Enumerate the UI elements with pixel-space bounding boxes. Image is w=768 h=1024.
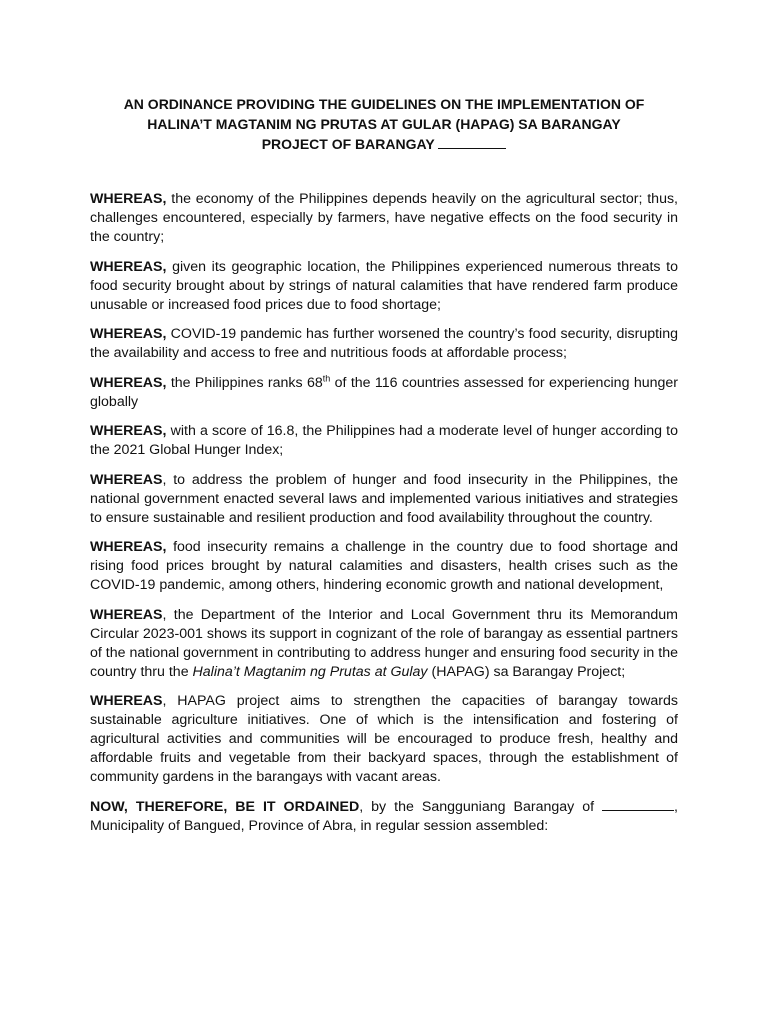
clause-text-cont: of the 116 countries assessed for experiencing hunger globally [90, 374, 679, 410]
clause-text: , by the Sangguniang Barangay of [359, 798, 603, 815]
whereas-keyword: WHEREAS [90, 471, 163, 488]
title-line-3 [90, 134, 678, 154]
clause-text: the Philippines ranks 68 [170, 374, 323, 391]
whereas-clause-8 [90, 606, 678, 682]
whereas-clause-5 [90, 422, 678, 460]
clause-text: , to address the problem of hunger and food insecurity in the Philippines, the national government enacted several laws and implemented various initiatives and strategies to ensure sustainable and resilient production and food availability throughout the country. [90, 471, 678, 526]
ordinance-title [90, 94, 678, 154]
whereas-keyword: WHEREAS, [90, 423, 167, 439]
whereas-keyword: WHEREAS, [90, 326, 167, 342]
whereas-keyword: WHEREAS [90, 693, 163, 709]
whereas-clause-6 [90, 471, 678, 528]
clause-text: with a score of 16.8, the Philippines had a moderate level of hunger according to the 2021 Global Hunger Index; [90, 423, 678, 458]
whereas-clause-7 [90, 538, 678, 595]
title-line-1: AN ORDINANCE PROVIDING THE GUIDELINES ON THE IMPLEMENTATION OF [123, 96, 645, 112]
ordinal-suffix: th [322, 372, 331, 383]
clause-text: COVID-19 pandemic has further worsened the country’s food security, disrupting the availability and access to free and nutritious foods at affordable process; [90, 326, 678, 361]
whereas-keyword: WHEREAS, [90, 191, 167, 207]
whereas-clause-9 [90, 692, 678, 787]
whereas-clause-1 [90, 190, 678, 247]
whereas-keyword: WHEREAS, [90, 374, 167, 391]
whereas-keyword: WHEREAS [90, 606, 163, 623]
barangay-blank [602, 798, 674, 811]
clause-text: given its geographic location, the Philippines experienced numerous threats to food security brought about by strings of natural calamities that have rendered farm produce unusable or increased food prices due to food shortage; [90, 258, 678, 313]
clause-text: , HAPAG project aims to strengthen the capacities of barangay towards sustainable agriculture initiatives. One of which is the intensification and fostering of agricultural activities and communities will be encouraged to produce fresh, healthy and affordable fruits and vegetable from their backyard spaces, through the establishment of community gardens in the barangays with vacant areas. [90, 693, 678, 785]
whereas-keyword: WHEREAS, [90, 539, 167, 555]
whereas-clause-3 [90, 325, 678, 363]
clause-text: , the Department of the Interior and Local Government thru its Memorandum Circular 2023-001 shows its support in cognizant of the role of barangay as essential partners of the national government in contributing to address hunger and ensuring food security in the country thru the [90, 606, 678, 680]
ordained-keyword: NOW, THEREFORE, BE IT ORDAINED [90, 798, 360, 815]
title-line-3-text: PROJECT OF BARANGAY [261, 136, 435, 152]
whereas-clause-4 [90, 374, 678, 412]
clause-text: the economy of the Philippines depends heavily on the agricultural sector; thus, challenges encountered, especially by farmers, have negative effects on the food security in the country; [90, 191, 678, 245]
title-line-2: HALINA’T MAGTANIM NG PRUTAS AT GULAR (HAPAG) SA BARANGAY [147, 116, 621, 132]
ordaining-clause [90, 798, 678, 836]
ordinance-body [90, 190, 678, 846]
project-name-italic: Halina’t Magtanim ng Prutas at Gulay [192, 663, 428, 680]
clause-text-cont: (HAPAG) sa Barangay Project; [427, 663, 626, 680]
whereas-clause-2 [90, 258, 678, 315]
clause-text: food insecurity remains a challenge in the country due to food shortage and rising food prices brought by natural calamities and disasters, health crises such as the COVID-19 pandemic, among others, hindering economic growth and national development, [90, 539, 678, 593]
whereas-keyword: WHEREAS, [90, 258, 167, 275]
clause-text-cont: , Municipality of Bangued, Province of Abra, in regular session assembled: [90, 798, 678, 834]
barangay-name-blank [438, 136, 506, 149]
